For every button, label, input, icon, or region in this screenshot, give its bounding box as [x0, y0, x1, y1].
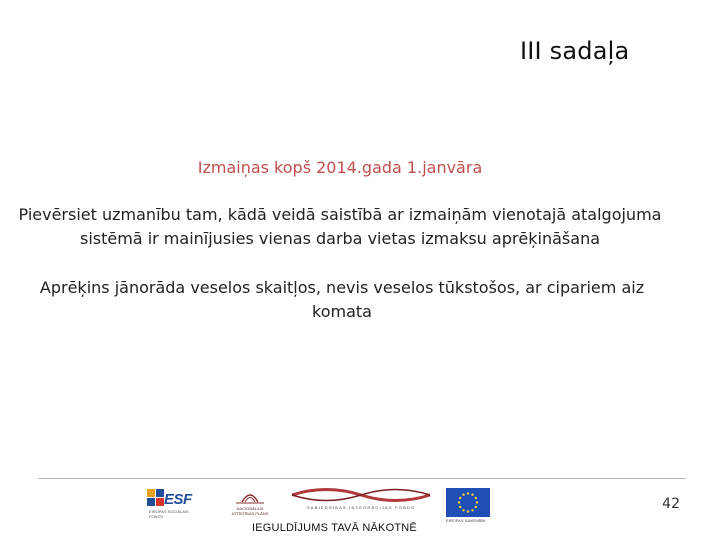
- footer-slogan: IEGULDĪJUMS TAVĀ NĀKOTNĒ: [252, 522, 417, 534]
- integration-fund-emblem-icon: [290, 486, 432, 504]
- eu-logo-subtext: EIROPAS SAVIENĪBA: [446, 518, 486, 523]
- footer-divider: [38, 478, 686, 479]
- esf-logo-subtext: EIROPAS SOCIĀLAIS FONDS: [149, 509, 189, 519]
- esf-logo: [145, 487, 205, 527]
- national-plan-logo-subtext: NACIONĀLAIS ATTĪSTĪBAS PLĀNS: [231, 506, 269, 516]
- eu-flag-icon: [446, 488, 490, 517]
- national-plan-emblem-icon: [226, 486, 274, 506]
- body-paragraph-2: Aprēķins jānorāda veselos skaitļos, nevis veselos tūkstošos, ar cipariem aiz komata: [39, 278, 645, 321]
- slide-subtitle: Izmaiņas kopš 2014.gada 1.janvāra: [197, 158, 483, 177]
- national-plan-logo: [226, 486, 274, 524]
- integration-fund-logo-subtext: SABIEDRĪBAS INTEGRĀCIJAS FONDS: [306, 505, 415, 510]
- body-paragraph-1: Pievērsiet uzmanību tam, kādā veidā saistībā ar izmaiņām vienotajā atalgojuma sistēmā ir mainījusies vienas darba vietas izmaksu aprēķināšana: [18, 205, 662, 248]
- integration-fund-logo: [290, 486, 432, 518]
- slide-title: III sadaļa: [520, 37, 630, 65]
- page-number: 42: [662, 496, 680, 512]
- esf-logo-text: ESF: [164, 491, 192, 508]
- eu-logo: [446, 488, 490, 526]
